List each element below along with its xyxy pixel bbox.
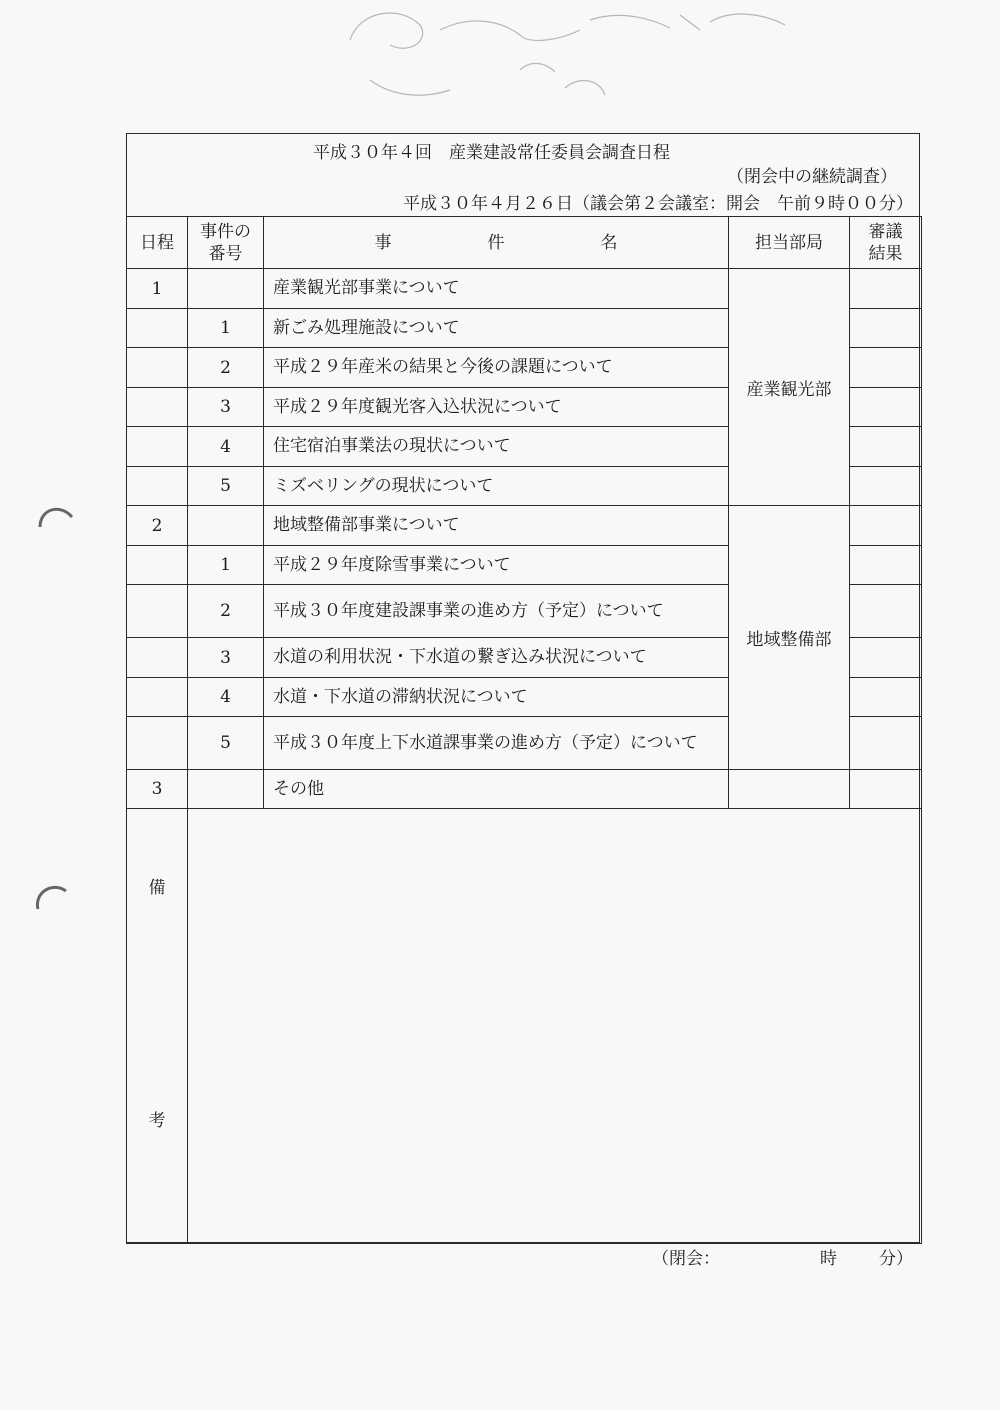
row-case-no: 5 [188, 467, 264, 506]
col-case-no-line1: 事件の [200, 221, 251, 242]
col-result-header [850, 217, 922, 269]
row-case-no [188, 770, 264, 809]
notes-row [127, 809, 922, 1244]
meeting-date-line: 平成３０年４月２６日（議会第２会議室：開会 午前９時００分） [403, 194, 913, 214]
row-day [127, 467, 188, 506]
row-case-no: 5 [188, 717, 264, 770]
row-case-no: 4 [188, 427, 264, 467]
row-case-no: 3 [188, 638, 264, 678]
row-day [127, 717, 188, 770]
col-day-header: 日程 [127, 217, 188, 269]
row-day: 3 [127, 770, 188, 809]
document-subtitle: （閉会中の継続調査） [727, 167, 897, 187]
row-case-no: 2 [188, 585, 264, 638]
col-name-header [264, 217, 729, 269]
col-case-no-line2: 番号 [208, 243, 243, 264]
row-case-no: 1 [188, 546, 264, 585]
row-result [850, 506, 922, 546]
row-case-name: 住宅宿泊事業法の現状について [264, 427, 729, 467]
row-result [850, 678, 922, 717]
closing-hour: 時 [820, 1249, 837, 1269]
row-result [850, 585, 922, 638]
closing-minute: 分） [879, 1249, 913, 1269]
col-dept-header: 担当部局 [729, 217, 850, 269]
table-row [127, 269, 922, 309]
row-result [850, 427, 922, 467]
col-case-no-header [188, 217, 264, 269]
dept-group-1: 産業観光部 [729, 269, 850, 506]
row-day [127, 427, 188, 467]
row-result [850, 309, 922, 348]
row-day [127, 309, 188, 348]
row-dept [729, 770, 850, 809]
row-case-name: 水道の利用状況・下水道の繋ぎ込み状況について [264, 638, 729, 678]
closing-label: （閉会： [652, 1249, 720, 1269]
dept-group-2: 地域整備部 [729, 506, 850, 770]
notes-label-char-1: 備 [148, 878, 166, 898]
table-header-row [127, 217, 922, 269]
row-day: 1 [127, 269, 188, 309]
row-case-name: 地域整備部事業について [264, 506, 729, 546]
row-case-name: 平成２９年産米の結果と今後の課題について [264, 348, 729, 388]
row-case-name: 新ごみ処理施設について [264, 309, 729, 348]
handwritten-scribble [330, 0, 810, 120]
row-day: 2 [127, 506, 188, 546]
row-result [850, 388, 922, 427]
document-title: 平成３０年４回 産業建設常任委員会調査日程 [313, 143, 670, 163]
col-result-line1: 審議 [868, 221, 903, 242]
table-row [127, 770, 922, 809]
row-case-no: 4 [188, 678, 264, 717]
row-case-no: 1 [188, 309, 264, 348]
row-result [850, 467, 922, 506]
row-case-name: 平成２９年度除雪事業について [264, 546, 729, 585]
row-case-name: 平成２９年度観光客入込状況について [264, 388, 729, 427]
notes-area [188, 809, 922, 1244]
row-case-no [188, 506, 264, 546]
col-result-line2: 結果 [868, 243, 903, 264]
closing-time-line [652, 1244, 913, 1269]
schedule-table [126, 216, 922, 1244]
row-case-name: その他 [264, 770, 729, 809]
col-name-char-1: 事 [374, 232, 392, 253]
row-day [127, 678, 188, 717]
row-case-no [188, 269, 264, 309]
row-day [127, 585, 188, 638]
col-name-char-2: 件 [487, 232, 505, 253]
document-header [127, 134, 919, 216]
row-result [850, 546, 922, 585]
notes-label-char-2: 考 [148, 1111, 166, 1131]
row-day [127, 638, 188, 678]
row-case-name: 平成３０年度上下水道課事業の進め方（予定）について [264, 717, 729, 770]
col-name-char-3: 名 [600, 232, 618, 253]
row-case-no: 3 [188, 388, 264, 427]
punch-hole-bottom [30, 877, 70, 917]
row-case-name: 産業観光部事業について [264, 269, 729, 309]
row-result [850, 770, 922, 809]
row-result [850, 638, 922, 678]
table-row [127, 506, 922, 546]
row-case-name: 水道・下水道の滞納状況について [264, 678, 729, 717]
row-case-no: 2 [188, 348, 264, 388]
notes-label [127, 809, 188, 1244]
row-case-name: ミズベリングの現状について [264, 467, 729, 506]
row-day [127, 348, 188, 388]
schedule-document [126, 133, 920, 1243]
row-day [127, 546, 188, 585]
row-result [850, 717, 922, 770]
row-case-name: 平成３０年度建設課事業の進め方（予定）について [264, 585, 729, 638]
row-day [127, 388, 188, 427]
punch-hole-top [34, 497, 74, 537]
row-result [850, 269, 922, 309]
row-result [850, 348, 922, 388]
